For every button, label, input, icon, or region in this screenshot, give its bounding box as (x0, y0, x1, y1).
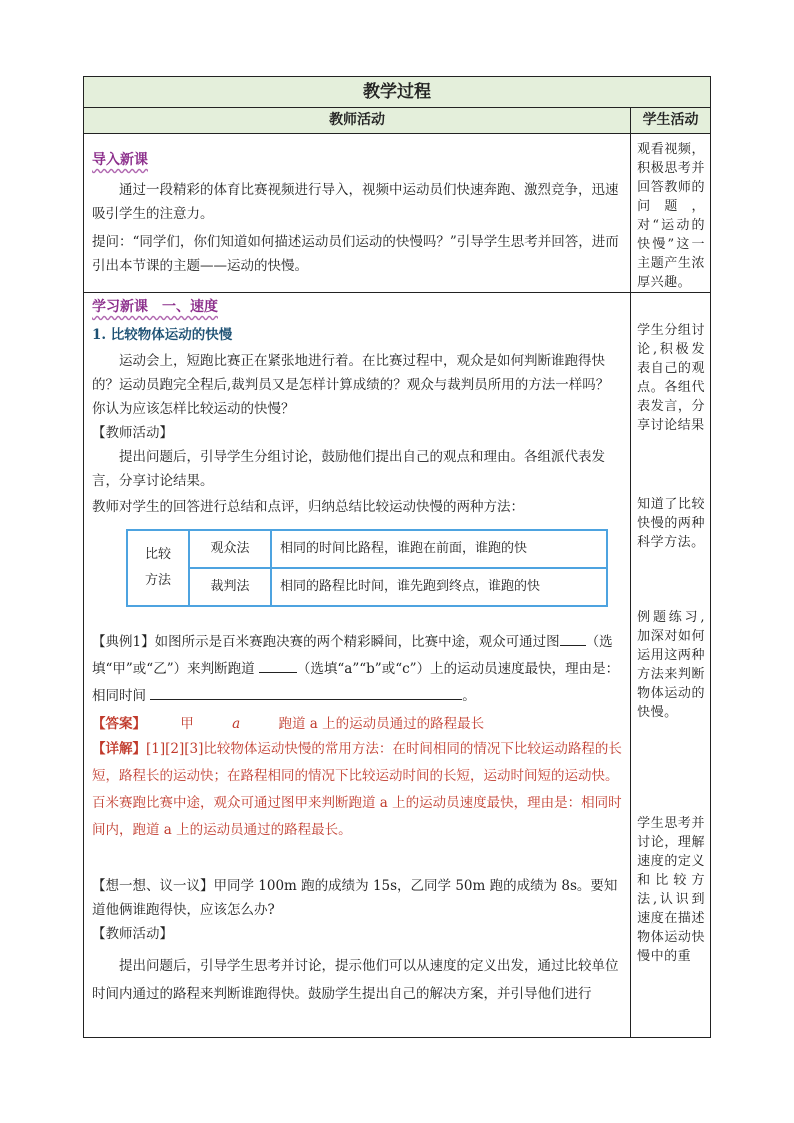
student-activity-3: 例题练习,加深对如何运用这两种方法来判断物体运动的快慢。 (637, 610, 705, 720)
teacher-activity-label-1: 【教师活动】 (92, 425, 173, 441)
comparison-methods-table (126, 529, 608, 607)
think-question: 【想一想、议一议】甲同学 100m 跑的成绩为 15s，乙同学 50m 跑的成绩为 8s。要知道他俩谁跑得快，应该怎么办? (92, 878, 618, 918)
column-header-teacher: 教师活动 (84, 108, 631, 134)
example-answer: 【答案】 甲 a 跑道 a 上的运动员通过的路程最长 (92, 716, 485, 732)
intro-paragraph-1: 通过一段精彩的体育比赛视频进行导入，视频中运动员们快速奔跑、激烈竞争，迅速吸引学生的注意力。 (92, 182, 619, 222)
method-1-name: 观众法 (189, 530, 271, 568)
column-header-student: 学生活动 (631, 108, 711, 134)
method-1-description: 相同的时间比路程，谁跑在前面，谁跑的快 (271, 530, 607, 568)
teacher-activity-label-2: 【教师活动】 (92, 926, 173, 942)
lesson-paragraph-3: 教师对学生的回答进行总结和点评，归纳总结比较运动快慢的两种方法： (92, 499, 524, 515)
example-question: 【典例1】如图所示是百米赛跑决赛的两个精彩瞬间，比赛中途，观众可通过图 （选填“甲”或“乙”）来判断跑道 （选填“a”“b”或“c”）上的运动员速度最快，理由是：相同时间 。 (92, 629, 622, 710)
blank-2 (259, 658, 297, 673)
intro-teacher-cell (84, 134, 631, 293)
table-title: 教学过程 (84, 77, 711, 108)
student-activity-4: 学生思考并讨论，理解速度的定义和比较方法,认识到速度在描述物体运动快慢中的重 (637, 816, 705, 964)
lesson-teacher-cell (84, 293, 631, 1038)
lesson-paragraph-4: 提出问题后，引导学生思考并讨论，提示他们可以从速度的定义出发，通过比较单位时间内通过的路程来判断谁跑得快。鼓励学生提出自己的解决方案，并引导他们进行 (92, 958, 619, 1002)
method-2-description: 相同的路程比时间，谁先跑到终点，谁跑的快 (271, 568, 607, 606)
student-activity-2: 知道了比较快慢的两种科学方法。 (637, 497, 705, 550)
student-activity-1: 学生分组讨论,积极发表自己的观点。各组代表发言，分享讨论结果 (637, 323, 705, 433)
intro-heading: 导入新课 (92, 152, 148, 168)
intro-student-cell (631, 134, 711, 293)
lesson-paragraph-1: 运动会上，短跑比赛正在紧张地进行着。在比赛过程中，观众是如何判断谁跑得快的？运动员跑完全程后,裁判员又是怎样计算成绩的？观众与裁判员所用的方法一样吗？你认为应该怎样比较运动的快慢？ (92, 353, 610, 417)
intro-student-text: 观看视频，积极思考并回答教师的问题，对“运动的快慢”这一主题产生浓厚兴趣。 (637, 142, 705, 290)
blank-1 (560, 631, 586, 646)
compare-label: 比较方法 (127, 530, 189, 606)
lesson-paragraph-2: 提出问题后，引导学生分组讨论，鼓励他们提出自己的观点和理由。各组派代表发言，分享讨论结果。 (92, 449, 605, 489)
lesson-student-cell (631, 293, 711, 1038)
method-2-name: 裁判法 (189, 568, 271, 606)
example-detail: 【详解】[1][2][3]比较物体运动快慢的常用方法：在时间相同的情况下比较运动路程的长短，路程长的运动快；在路程相同的情况下比较运动时间的长短，运动时间短的运动快。百米赛跑比赛中途，观众可通过图甲来判断跑道 a 上的运动员速度最快，理由是：相同时间内，跑道 a 上的运动员通过的路程最长。 (92, 741, 622, 838)
teaching-process-table (83, 76, 711, 1038)
blank-3 (150, 685, 462, 700)
intro-paragraph-2: 提问：“同学们，你们知道如何描述运动员们运动的快慢吗？”引导学生思考并回答，进而引出本节课的主题——运动的快慢。 (92, 234, 619, 274)
lesson-heading: 学习新课 一、速度 (92, 299, 218, 315)
lesson-subheading: 1. 比较物体运动的快慢 (92, 327, 233, 343)
